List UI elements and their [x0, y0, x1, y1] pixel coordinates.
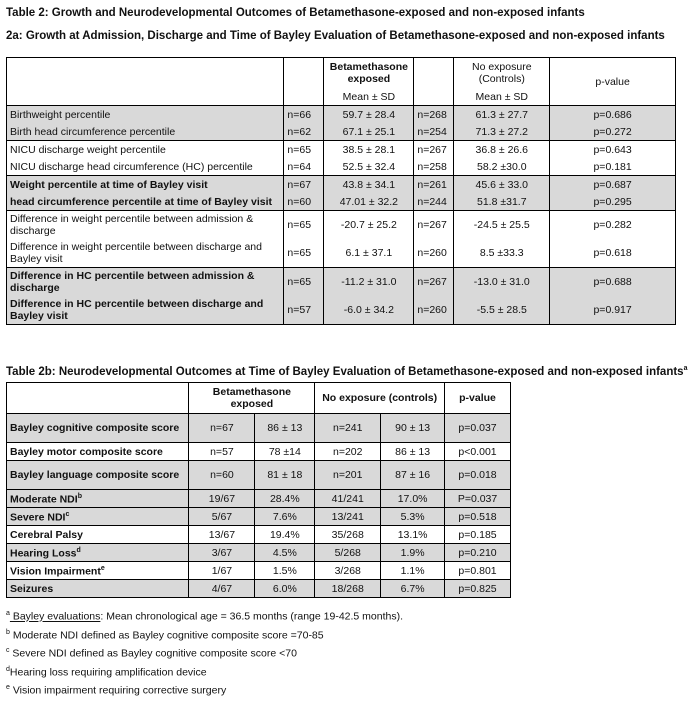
beta-n: n=65 [284, 268, 324, 297]
table-row [7, 193, 676, 211]
control-value: 6.7% [381, 580, 445, 598]
p-value: p=0.018 [445, 461, 511, 490]
footnote [6, 662, 403, 681]
table-row [7, 296, 676, 325]
footnote-text: Moderate NDI defined as Bayley cognitive composite score =70-85 [9, 629, 324, 641]
beta-n: n=64 [284, 158, 324, 176]
control-n: n=254 [414, 123, 454, 141]
table-row [7, 580, 511, 598]
control-value: 90 ± 13 [381, 414, 445, 443]
table-row [7, 123, 676, 141]
row-label [7, 562, 189, 580]
row-label [7, 414, 189, 443]
row-label: Difference in HC percentile between discharge and Bayley visit [7, 296, 284, 325]
beta-value: 1.5% [255, 562, 315, 580]
row-label-text: Bayley language composite score [10, 469, 180, 481]
control-value: 1.9% [381, 544, 445, 562]
control-mean-sd: 58.2 ±30.0 [454, 158, 550, 176]
beta-value: 4.5% [255, 544, 315, 562]
beta-mean-sd: 47.01 ± 32.2 [324, 193, 414, 211]
table-row [7, 211, 676, 240]
p-value: p=0.688 [550, 268, 676, 297]
row-label [7, 490, 189, 508]
row-label: Difference in weight percentile between admission & discharge [7, 211, 284, 240]
control-n: n=268 [414, 106, 454, 124]
beta-mean-sd: 59.7 ± 28.4 [324, 106, 414, 124]
table-row [7, 526, 511, 544]
table-2b-body [7, 414, 511, 598]
control-mean-sd: -5.5 ± 28.5 [454, 296, 550, 325]
row-label-text: Hearing Loss [10, 547, 77, 560]
control-n: n=267 [414, 211, 454, 240]
header-blank-cell [414, 58, 454, 89]
table-row [7, 562, 511, 580]
header-blank-cell [7, 58, 284, 89]
row-label-sup: d [76, 547, 81, 555]
beta-n: 13/67 [189, 526, 255, 544]
control-n: n=202 [315, 443, 381, 461]
table-row [7, 443, 511, 461]
beta-n: n=65 [284, 141, 324, 159]
footnote-marker: c [6, 647, 10, 654]
p-value: p=0.272 [550, 123, 676, 141]
footnotes [6, 606, 403, 699]
p-value: p=0.801 [445, 562, 511, 580]
footnote-marker: b [6, 628, 10, 636]
p-value: p=0.295 [550, 193, 676, 211]
table-2a [6, 57, 676, 325]
header-blank-cell [7, 88, 284, 106]
control-n: 41/241 [315, 490, 381, 508]
footnote-underlined: Bayley evaluations [9, 610, 101, 623]
beta-value: 78 ±14 [255, 443, 315, 461]
beta-mean-sd: 6.1 ± 37.1 [324, 239, 414, 268]
footnote [6, 625, 403, 644]
table-main-title: Table 2: Growth and Neurodevelopmental Outcomes of Betamethasone-exposed and non-exposed infants [6, 7, 585, 19]
p-value: p<0.001 [445, 443, 511, 461]
row-label: NICU discharge head circumference (HC) percentile [7, 158, 284, 176]
table-2b-title-sup: a [683, 365, 688, 372]
p-value: p=0.210 [445, 544, 511, 562]
p-value: p=0.917 [550, 296, 676, 325]
p-value: p=0.643 [550, 141, 676, 159]
control-mean-sd: 71.3 ± 27.2 [454, 123, 550, 141]
row-label-text: Vision Impairment [10, 565, 101, 578]
table-row [7, 158, 676, 176]
header-p-value: p-value [445, 383, 511, 414]
control-mean-sd: 36.8 ± 26.6 [454, 141, 550, 159]
control-value: 1.1% [381, 562, 445, 580]
p-value: p=0.518 [445, 508, 511, 526]
subheader-mean-sd: Mean ± SD [454, 88, 550, 106]
control-n: 3/268 [315, 562, 381, 580]
control-n: n=267 [414, 141, 454, 159]
beta-n: 19/67 [189, 490, 255, 508]
table-2a-title: 2a: Growth at Admission, Discharge and Time of Bayley Evaluation of Betamethasone-exposed and non-exposed infants [6, 30, 665, 42]
beta-n: n=60 [189, 461, 255, 490]
table-2b-title [6, 365, 688, 378]
row-label-text: Moderate NDI [10, 493, 78, 506]
beta-n: 1/67 [189, 562, 255, 580]
control-n: n=261 [414, 176, 454, 194]
row-label-text: Cerebral Palsy [10, 528, 83, 541]
control-n: n=244 [414, 193, 454, 211]
subheader-mean-sd: Mean ± SD [324, 88, 414, 106]
row-label [7, 580, 189, 598]
beta-n: n=57 [284, 296, 324, 325]
p-value: p=0.185 [445, 526, 511, 544]
beta-n: n=60 [284, 193, 324, 211]
table-row [7, 490, 511, 508]
beta-mean-sd: 38.5 ± 28.1 [324, 141, 414, 159]
beta-n: n=62 [284, 123, 324, 141]
beta-n: 5/67 [189, 508, 255, 526]
row-label: Weight percentile at time of Bayley visit [7, 176, 284, 194]
beta-n: 3/67 [189, 544, 255, 562]
p-value: p=0.181 [550, 158, 676, 176]
beta-value: 7.6% [255, 508, 315, 526]
beta-n: n=67 [284, 176, 324, 194]
table-2a-header-row [7, 58, 676, 89]
beta-n: n=65 [284, 211, 324, 240]
control-n: 13/241 [315, 508, 381, 526]
row-label: NICU discharge weight percentile [7, 141, 284, 159]
control-value: 86 ± 13 [381, 443, 445, 461]
row-label [7, 508, 189, 526]
control-value: 87 ± 16 [381, 461, 445, 490]
table-2b-title-text: Table 2b: Neurodevelopmental Outcomes at Time of Bayley Evaluation of Betamethasone-exposed and non-exposed infants [6, 365, 684, 378]
beta-n: n=57 [189, 443, 255, 461]
table-row [7, 141, 676, 159]
table-row [7, 106, 676, 124]
row-label: Difference in HC percentile between admission & discharge [7, 268, 284, 297]
control-n: n=260 [414, 296, 454, 325]
footnote [6, 643, 403, 662]
table-2a-body [7, 106, 676, 325]
row-label-text: Seizures [10, 582, 54, 595]
row-label-sup: c [65, 511, 70, 519]
footnote-text: Hearing loss requiring amplification device [9, 666, 207, 678]
control-n: n=260 [414, 239, 454, 268]
control-mean-sd: 8.5 ±33.3 [454, 239, 550, 268]
footnote-text: Severe NDI defined as Bayley cognitive composite score <70 [9, 647, 297, 660]
beta-value: 19.4% [255, 526, 315, 544]
table-row [7, 176, 676, 194]
table-row [7, 414, 511, 443]
table-row [7, 461, 511, 490]
row-label: head circumference percentile at time of Bayley visit [7, 193, 284, 211]
row-label-text: Severe NDI [10, 511, 66, 524]
row-label [7, 526, 189, 544]
beta-value: 86 ± 13 [255, 414, 315, 443]
table-2b-header-row [7, 383, 511, 414]
control-n: n=201 [315, 461, 381, 490]
p-value: p=0.282 [550, 211, 676, 240]
p-value: p=0.686 [550, 106, 676, 124]
beta-mean-sd: 43.8 ± 34.1 [324, 176, 414, 194]
header-p-value: p-value [550, 58, 676, 106]
header-betamethasone: Betamethasone exposed [324, 58, 414, 89]
beta-mean-sd: -11.2 ± 31.0 [324, 268, 414, 297]
footnote [6, 680, 403, 699]
table-row [7, 268, 676, 297]
beta-mean-sd: -6.0 ± 34.2 [324, 296, 414, 325]
beta-value: 28.4% [255, 490, 315, 508]
table-row [7, 508, 511, 526]
beta-mean-sd: -20.7 ± 25.2 [324, 211, 414, 240]
footnote-text: Vision impairment requiring corrective surgery [9, 684, 227, 697]
beta-value: 6.0% [255, 580, 315, 598]
table-row [7, 239, 676, 268]
row-label-sup: b [77, 493, 82, 501]
row-label: Birth head circumference percentile [7, 123, 284, 141]
control-n: n=241 [315, 414, 381, 443]
beta-mean-sd: 52.5 ± 32.4 [324, 158, 414, 176]
row-label-text: Bayley motor composite score [10, 445, 163, 458]
control-mean-sd: 51.8 ±31.7 [454, 193, 550, 211]
header-blank-cell [7, 383, 189, 414]
row-label-text: Bayley cognitive composite score [10, 422, 180, 434]
row-label: Difference in weight percentile between discharge and Bayley visit [7, 239, 284, 268]
beta-mean-sd: 67.1 ± 25.1 [324, 123, 414, 141]
control-value: 17.0% [381, 490, 445, 508]
header-betamethasone: Betamethasone exposed [189, 383, 315, 414]
header-blank-cell [284, 88, 324, 106]
row-label [7, 443, 189, 461]
control-n: n=267 [414, 268, 454, 297]
control-n: 5/268 [315, 544, 381, 562]
control-mean-sd: 45.6 ± 33.0 [454, 176, 550, 194]
footnote-marker: e [6, 684, 10, 691]
table-2b [6, 382, 511, 598]
footnote-marker: a [6, 610, 10, 617]
footnote [6, 606, 403, 625]
row-label: Birthweight percentile [7, 106, 284, 124]
beta-n: 4/67 [189, 580, 255, 598]
row-label-sup: e [100, 565, 105, 573]
header-no-exposure: No exposure (controls) [315, 383, 445, 414]
beta-n: n=65 [284, 239, 324, 268]
control-n: n=258 [414, 158, 454, 176]
control-value: 5.3% [381, 508, 445, 526]
control-mean-sd: 61.3 ± 27.7 [454, 106, 550, 124]
header-blank-cell [414, 88, 454, 106]
header-no-exposure: No exposure (Controls) [454, 58, 550, 89]
control-value: 13.1% [381, 526, 445, 544]
control-mean-sd: -24.5 ± 25.5 [454, 211, 550, 240]
control-n: 35/268 [315, 526, 381, 544]
footnote-marker: d [6, 665, 10, 673]
row-label [7, 461, 189, 490]
beta-n: n=66 [284, 106, 324, 124]
p-value: p=0.037 [445, 414, 511, 443]
p-value: p=0.618 [550, 239, 676, 268]
beta-n: n=67 [189, 414, 255, 443]
row-label [7, 544, 189, 562]
p-value: p=0.825 [445, 580, 511, 598]
p-value: P=0.037 [445, 490, 511, 508]
header-blank-cell [284, 58, 324, 89]
p-value: p=0.687 [550, 176, 676, 194]
control-n: 18/268 [315, 580, 381, 598]
control-mean-sd: -13.0 ± 31.0 [454, 268, 550, 297]
beta-value: 81 ± 18 [255, 461, 315, 490]
footnote-text: : Mean chronological age = 36.5 months (range 19-42.5 months). [100, 610, 404, 623]
table-row [7, 544, 511, 562]
